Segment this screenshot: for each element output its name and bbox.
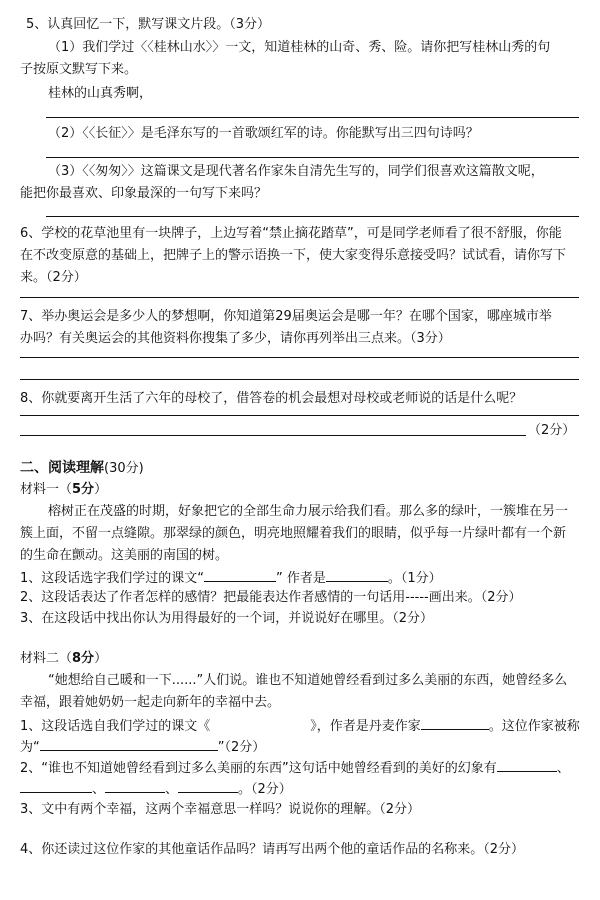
blank-vision-4[interactable] xyxy=(178,780,238,793)
question-8-score: （2分） xyxy=(528,423,576,438)
material-1-label-text: 材料一（ xyxy=(20,482,73,497)
answer-line xyxy=(20,357,579,358)
question-7-line1: 7、举办奥运会是多少人的梦想啊，你知道第29届奥运会是哪一年？在哪个国家，哪座城市举 xyxy=(20,309,552,324)
question-6-line2: 在不改变原意的基础上，把牌子上的警示语换一下，使大家变得乐意接受吗？试试看，请你写下 xyxy=(20,248,567,263)
material-2-question-1-line2 xyxy=(20,738,265,756)
question-5-part3-line2: 能把你最喜欢、印象最深的一句写下来吗？ xyxy=(20,186,268,201)
material-2-question-2-sep-1: 、 xyxy=(92,782,106,797)
section-2-title: 二、阅读理解 xyxy=(20,460,104,476)
answer-line xyxy=(20,379,579,380)
blank-vision-1[interactable] xyxy=(497,759,557,772)
question-5-title: 5、认真回忆一下，默写课文片段。（3分） xyxy=(26,17,271,32)
material-1-question-2: 2、这段话表达了作者怎样的感情？把最能表达作者感情的一句话用-----画出来。（2分） xyxy=(20,590,522,605)
material-2-question-1-line2-a: 为“ xyxy=(20,740,40,755)
material-2-question-1-text-c: 。这位作家被称 xyxy=(488,719,580,734)
material-1-question-1 xyxy=(20,569,442,587)
question-5-part2: （2）〈〈长征〉〉是毛泽东写的一首歌颂红军的诗。你能默写出三四句诗吗？ xyxy=(48,126,479,141)
question-5-part1-start: 桂林的山真秀啊， xyxy=(48,86,153,101)
material-2-question-3: 3、文中有两个幸福，这两个幸福意思一样吗？说说你的理解。（2分） xyxy=(20,802,421,817)
material-1-label xyxy=(20,482,107,498)
question-7-line2: 办吗？有关奥运会的其他资料你搜集了多少，请你再列举出三点来。（3分） xyxy=(20,331,451,346)
material-1-para-line1: 榕树正在茂盛的时期，好象把它的全部生命力展示给我们看。那么多的绿叶，一簇堆在另一 xyxy=(48,504,569,519)
answer-line xyxy=(46,157,579,158)
material-1-question-3: 3、在这段话中找出你认为用得最好的一个词，并说说好在哪里。（2分） xyxy=(20,611,434,626)
material-2-question-1 xyxy=(20,717,580,735)
material-2-label-text: 材料二（ xyxy=(20,651,73,666)
material-2-question-2-end: 。（2分） xyxy=(238,782,292,797)
material-1-para-line2: 簇上面，不留一点缝隙。那翠绿的颜色，明亮地照耀着我们的眼睛，似乎每一片绿叶都有一个新 xyxy=(20,526,567,541)
material-2-score: 8分 xyxy=(72,651,95,666)
material-2-question-1-text-a: 1、这段话选自我们学过的课文《 xyxy=(20,719,211,734)
question-6-line3: 来。（2分） xyxy=(20,270,87,285)
blank-lesson-title[interactable] xyxy=(204,569,276,582)
material-1-question-1-text-c: 。（1分） xyxy=(387,571,442,586)
answer-line xyxy=(20,297,579,298)
material-2-label xyxy=(20,651,107,667)
material-2-para-line1: “她想给自己暖和一下......”人们说。谁也不知道她曾经看到过多么美丽的东西，她曾经多么 xyxy=(48,673,568,688)
blank-vision-2[interactable] xyxy=(20,780,92,793)
material-2-question-2-text-a: 2、“谁也不知道她曾经看到过多么美丽的东西”这句话中她曾经看到的美好的幻象有 xyxy=(20,761,497,776)
question-5-part1-line2: 子按原文默写下来。 xyxy=(20,62,138,77)
blank-author[interactable] xyxy=(326,569,388,582)
material-1-label-end: ） xyxy=(94,482,108,497)
material-2-question-2-line2 xyxy=(20,780,292,798)
material-1-question-1-text-b: ” 作者是 xyxy=(276,571,326,586)
blank-vision-3[interactable] xyxy=(105,780,165,793)
material-1-question-1-text-a: 1、这段话选字我们学过的课文“ xyxy=(20,571,205,586)
section-2-score: (30分) xyxy=(104,461,144,476)
question-8-line1: 8、你就要离开生活了六年的母校了，借答卷的机会最想对母校或老师说的话是什么呢？ xyxy=(20,391,523,406)
answer-line xyxy=(46,216,579,217)
material-2-question-2-text-b: 、 xyxy=(556,761,570,776)
material-2-para-line2: 幸福，跟着她奶奶一起走向新年的幸福中去。 xyxy=(20,695,281,710)
blank-writer-title[interactable] xyxy=(40,738,218,751)
material-2-label-end: ） xyxy=(94,651,108,666)
question-5-part3-line1: （3）〈〈匆匆〉〉这篇课文是现代著名作家朱自清先生写的，同学们很喜欢这篇散文呢， xyxy=(48,164,544,179)
material-2-question-1-line2-b: ”（2分） xyxy=(217,740,266,755)
material-2-question-2-sep-2: 、 xyxy=(165,782,179,797)
answer-line xyxy=(20,415,579,416)
material-2-question-2 xyxy=(20,759,570,777)
question-6-line1: 6、学校的花草池里有一块牌子，上边写着“禁止摘花踏草”，可是同学老师看了很不舒服，你能 xyxy=(20,226,562,241)
material-1-score: 5分 xyxy=(72,482,95,497)
blank-writer[interactable] xyxy=(421,717,489,730)
material-1-para-line3: 的生命在颤动。这美丽的南国的树。 xyxy=(20,548,229,563)
question-5-part1-line1: （1）我们学过〈〈桂林山水〉〉一文，知道桂林的山奇、秀、险。请你把写桂林山秀的句 xyxy=(48,40,551,55)
material-2-question-4: 4、你还读过这位作家的其他童话作品吗？请再写出两个他的童话作品的名称来。（2分） xyxy=(20,842,525,857)
answer-line xyxy=(20,435,526,436)
answer-line xyxy=(46,117,579,118)
material-2-question-1-text-b: 》，作者是丹麦作家 xyxy=(310,719,421,734)
section-2-heading xyxy=(20,460,144,477)
blank-story-title[interactable] xyxy=(210,717,310,730)
